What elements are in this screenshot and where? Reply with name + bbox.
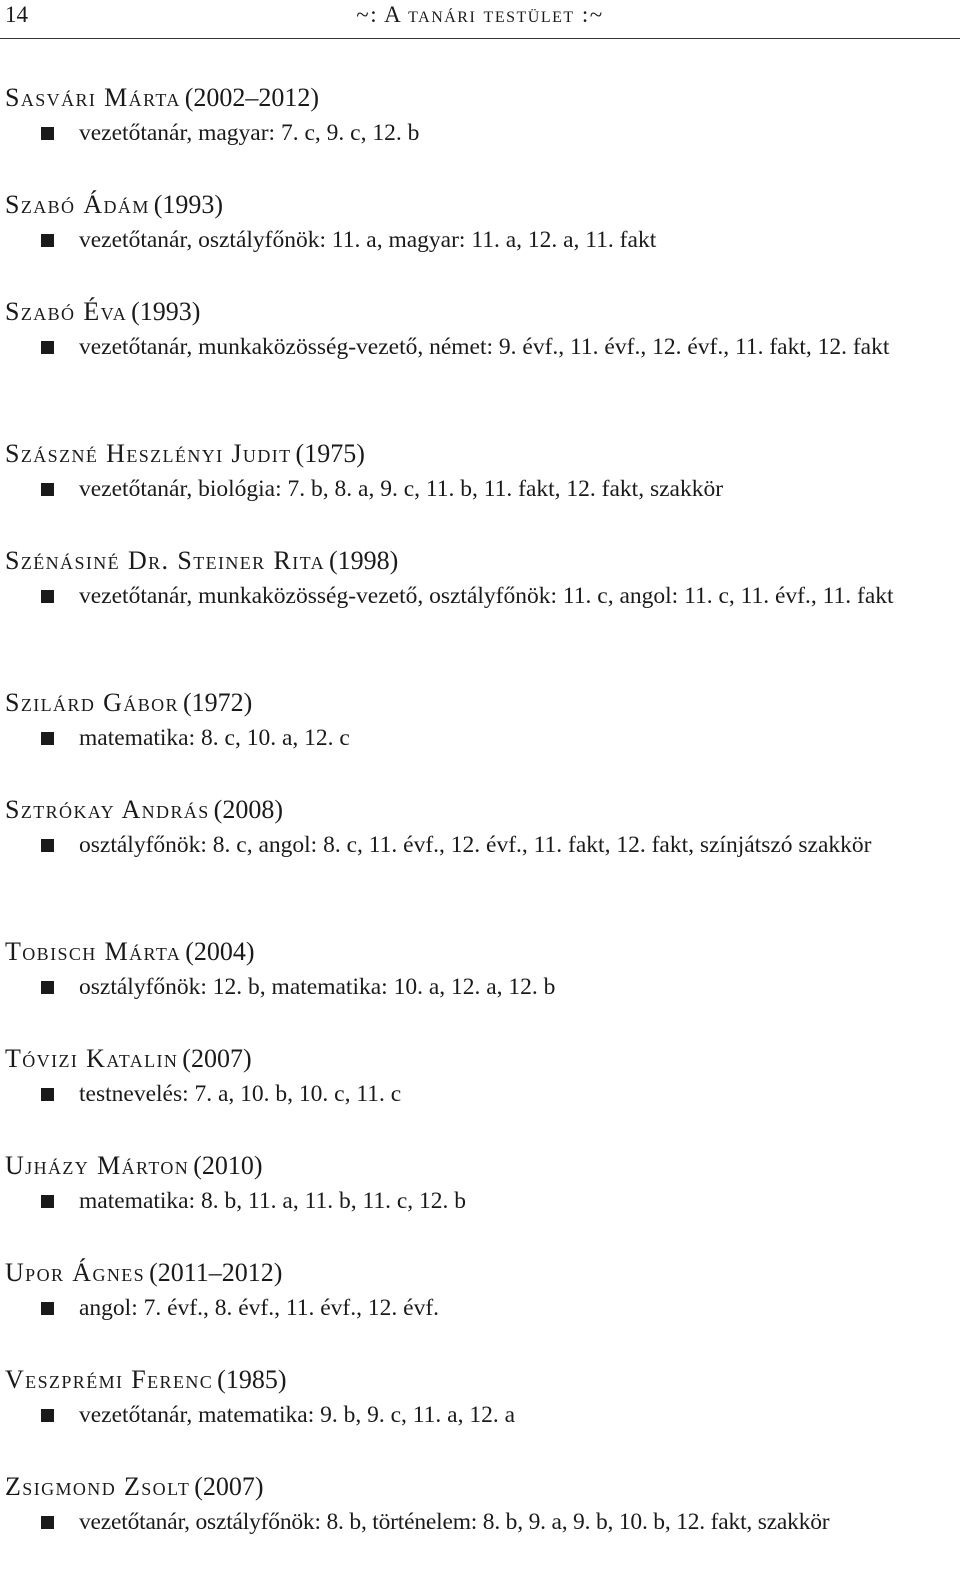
teacher-name-line xyxy=(5,294,200,330)
teacher-name: Tóvizi Katalin xyxy=(5,1044,179,1073)
teacher-entry xyxy=(0,1255,960,1362)
square-bullet-icon xyxy=(41,1516,54,1529)
teacher-name-line xyxy=(5,1255,282,1291)
teacher-description: vezetőtanár, osztályfőnök: 8. b, történelem: 8. b, 9. a, 9. b, 10. b, 12. fakt, szakkör xyxy=(79,1509,830,1535)
square-bullet-icon xyxy=(41,127,54,140)
square-bullet-icon xyxy=(41,590,54,603)
square-bullet-icon xyxy=(41,732,54,745)
teacher-entry xyxy=(0,1148,960,1255)
teacher-description: vezetőtanár, osztályfőnök: 11. a, magyar: 11. a, 12. a, 11. fakt xyxy=(79,227,657,253)
teacher-years: (2007) xyxy=(194,1472,264,1501)
teacher-years: (2010) xyxy=(193,1151,263,1180)
teacher-name: Szabó Ádám xyxy=(5,190,150,219)
teacher-name: Szabó Éva xyxy=(5,297,128,326)
teacher-years: (1985) xyxy=(217,1365,287,1394)
teacher-name: Sasvári Márta xyxy=(5,83,181,112)
teacher-name: Szászné Heszlényi Judit xyxy=(5,439,292,468)
square-bullet-icon xyxy=(41,1088,54,1101)
teacher-name: Tobisch Márta xyxy=(5,937,182,966)
teacher-name-line xyxy=(5,685,252,721)
teacher-entry xyxy=(0,80,960,187)
teacher-name-line xyxy=(5,1362,286,1398)
teacher-name-line xyxy=(5,1469,264,1505)
running-title: ~: A tanári testület :~ xyxy=(356,2,604,27)
teacher-entry xyxy=(0,187,960,294)
teacher-years: (2008) xyxy=(213,795,283,824)
teacher-entry xyxy=(0,685,960,792)
square-bullet-icon xyxy=(41,234,54,247)
square-bullet-icon xyxy=(41,839,54,852)
teacher-years: (1993) xyxy=(153,190,224,219)
teacher-description: testnevelés: 7. a, 10. b, 10. c, 11. c xyxy=(79,1081,402,1107)
teacher-entry xyxy=(0,1469,960,1576)
teacher-name-line xyxy=(5,187,223,223)
square-bullet-icon xyxy=(41,1302,54,1315)
teacher-entry xyxy=(0,543,960,685)
teacher-name: Zsigmond Zsolt xyxy=(5,1472,191,1501)
teacher-name-line xyxy=(5,1148,263,1184)
teacher-entry xyxy=(0,436,960,543)
square-bullet-icon xyxy=(41,483,54,496)
teacher-name-line xyxy=(5,543,398,579)
teacher-description: vezetőtanár, biológia: 7. b, 8. a, 9. c, 11. b, 11. fakt, 12. fakt, szakkör xyxy=(79,476,724,502)
teacher-description: angol: 7. évf., 8. évf., 11. évf., 12. évf. xyxy=(79,1295,440,1321)
teacher-description: vezetőtanár, munkaközösség-vezető, osztályfőnök: 11. c, angol: 11. c, 11. évf., 11. fakt xyxy=(79,583,894,609)
teacher-name: Upor Ágnes xyxy=(5,1258,146,1287)
teacher-entry xyxy=(0,792,960,934)
teacher-years: (2007) xyxy=(182,1044,252,1073)
teacher-name: Veszprémi Ferenc xyxy=(5,1365,214,1394)
teacher-entry xyxy=(0,934,960,1041)
teacher-description: osztályfőnök: 12. b, matematika: 10. a, 12. a, 12. b xyxy=(79,974,556,1000)
teacher-years: (2002–2012) xyxy=(184,83,320,112)
teacher-years: (1993) xyxy=(131,297,201,326)
teacher-list xyxy=(0,80,960,1576)
teacher-entry xyxy=(0,1041,960,1148)
teacher-description: vezetőtanár, munkaközösség-vezető, német: 9. évf., 11. évf., 12. évf., 11. fakt, 12. fakt xyxy=(79,334,890,360)
teacher-name: Szilárd Gábor xyxy=(5,688,179,717)
header-rule xyxy=(0,38,960,39)
teacher-years: (1975) xyxy=(295,439,365,468)
teacher-name-line xyxy=(5,1041,252,1077)
square-bullet-icon xyxy=(41,1195,54,1208)
teacher-name: Szénásiné Dr. Steiner Rita xyxy=(5,546,325,575)
teacher-description: matematika: 8. b, 11. a, 11. b, 11. c, 12. b xyxy=(79,1188,467,1214)
teacher-description: vezetőtanár, matematika: 9. b, 9. c, 11. a, 12. a xyxy=(79,1402,516,1428)
page-number: 14 xyxy=(5,2,28,27)
teacher-name: Sztrókay András xyxy=(5,795,210,824)
teacher-description: osztályfőnök: 8. c, angol: 8. c, 11. évf., 12. évf., 11. fakt, 12. fakt, színjátszó szakkör xyxy=(79,832,872,858)
page-header xyxy=(0,0,960,40)
teacher-name-line xyxy=(5,436,365,472)
square-bullet-icon xyxy=(41,981,54,994)
teacher-entry xyxy=(0,294,960,436)
teacher-name-line xyxy=(5,934,255,970)
square-bullet-icon xyxy=(41,341,54,354)
teacher-description: matematika: 8. c, 10. a, 12. c xyxy=(79,725,350,751)
teacher-years: (2011–2012) xyxy=(149,1258,283,1287)
teacher-name: Ujházy Márton xyxy=(5,1151,190,1180)
teacher-name-line xyxy=(5,80,319,116)
square-bullet-icon xyxy=(41,1409,54,1422)
teacher-years: (1998) xyxy=(328,546,399,575)
teacher-years: (2004) xyxy=(185,937,255,966)
teacher-years: (1972) xyxy=(182,688,253,717)
teacher-description: vezetőtanár, magyar: 7. c, 9. c, 12. b xyxy=(79,120,420,146)
teacher-name-line xyxy=(5,792,283,828)
teacher-entry xyxy=(0,1362,960,1469)
